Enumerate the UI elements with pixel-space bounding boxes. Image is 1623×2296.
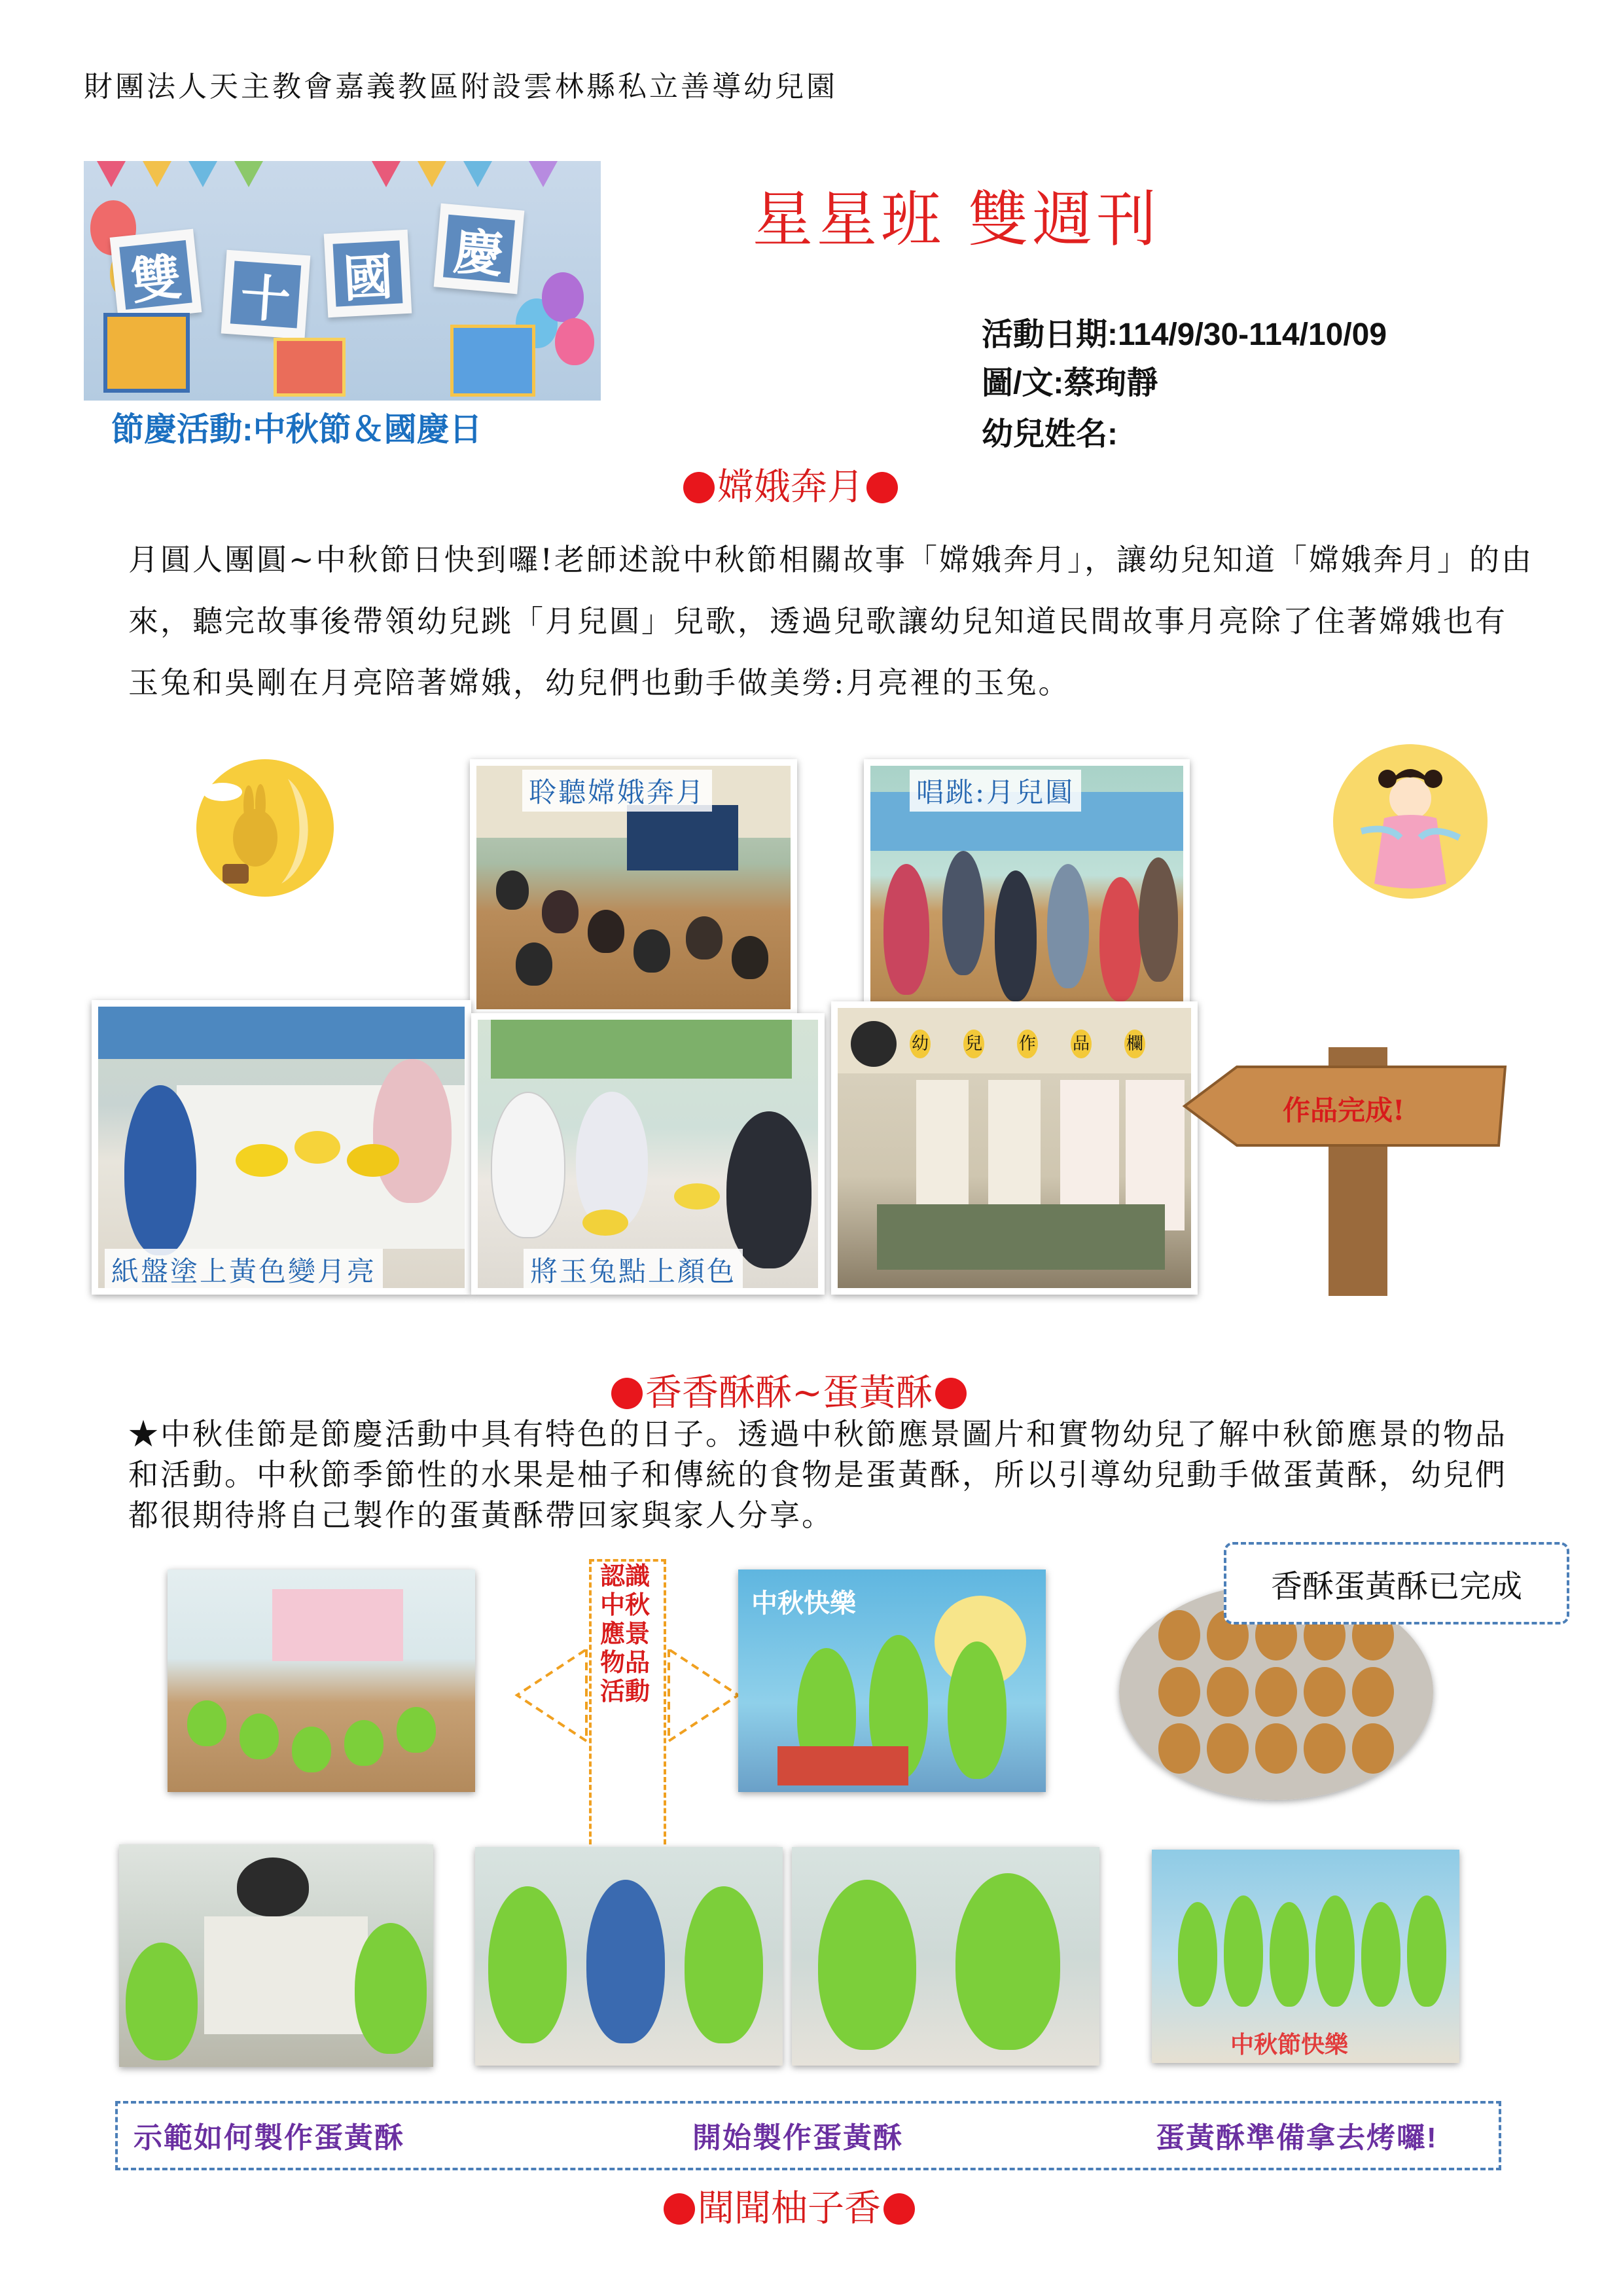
kindergarten-name: 財團法人天主教會嘉義教區附設雲林縣私立善導幼兒園	[84, 70, 838, 103]
board-title-char: 兒	[963, 1030, 984, 1058]
gift-box-icon	[103, 313, 190, 393]
gift-box-icon	[274, 338, 346, 397]
red-dot-icon	[664, 2193, 695, 2225]
photo-mid-autumn-poster	[738, 1570, 1046, 1792]
photo-artwork-board	[831, 1001, 1198, 1295]
artwork-complete-sign: 作品完成!	[1283, 1094, 1405, 1126]
photo-making-1	[475, 1847, 783, 2066]
activity-date: 活動日期:114/9/30-114/10/09	[982, 317, 1387, 352]
photo-class-group	[1152, 1850, 1459, 2063]
photo-caption: 紙盤塗上黃色變月亮	[105, 1249, 383, 1291]
signpost-icon	[1178, 1047, 1518, 1296]
vertical-label: 認識中秋應景物品活動	[599, 1561, 650, 1706]
caption-ready-bake: 蛋黃酥準備拿去烤囉!	[1156, 2122, 1438, 2154]
banner-caption: 節慶活動:中秋節＆國慶日	[111, 411, 482, 448]
child-name-label: 幼兒姓名:	[982, 417, 1118, 452]
photo-listening-story	[470, 759, 797, 1016]
banner-char-1: 雙	[119, 240, 192, 310]
photo-painting-plate	[92, 1000, 471, 1295]
author: 圖/文:蔡珣靜	[982, 366, 1158, 401]
national-day-banner	[84, 161, 601, 401]
board-title-char: 幼	[910, 1030, 931, 1058]
section-title-3: 聞聞柚子香	[661, 2179, 918, 2232]
photo-demonstration	[119, 1844, 433, 2067]
speech-bubble: 香酥蛋黃酥已完成	[1224, 1542, 1569, 1624]
red-dot-icon	[866, 472, 898, 503]
red-dot-icon	[611, 1378, 643, 1409]
banner-char-3: 國	[333, 240, 403, 306]
photo-caption: 將玉兔點上顏色	[524, 1249, 743, 1291]
red-dot-icon	[935, 1378, 967, 1409]
arrow-right-icon	[666, 1636, 745, 1754]
section-title-2: 香香酥酥~蛋黃酥	[609, 1364, 969, 1416]
photo-badge: 中秋節快樂	[1230, 2032, 1349, 2058]
photo-group-sitting	[168, 1570, 475, 1792]
board-title-char: 品	[1071, 1030, 1092, 1058]
board-title-char: 欄	[1124, 1030, 1145, 1058]
change-goddess-icon	[1322, 740, 1499, 903]
photo-caption: 聆聽嫦娥奔月	[522, 770, 712, 812]
photo-coloring-rabbit	[471, 1013, 825, 1295]
section-title-1: 嫦娥奔月	[681, 458, 901, 511]
gift-box-icon	[450, 325, 535, 397]
photo-caption: 唱跳:月兒圓	[910, 770, 1081, 812]
banner-char-4: 慶	[443, 215, 515, 283]
poster-text: 中秋快樂	[751, 1588, 856, 1619]
caption-start-making: 開始製作蛋黃酥	[692, 2122, 903, 2154]
red-dot-icon	[683, 472, 715, 503]
board-title-char: 作	[1017, 1030, 1038, 1058]
moon-rabbit-icon	[177, 753, 353, 903]
arrow-left-icon	[510, 1636, 589, 1754]
photo-singing-dancing	[864, 759, 1190, 1016]
section1-paragraph: 月圓人團圓~中秋節日快到囉!老師述說中秋節相關故事「嫦娥奔月」，讓幼兒知道「嫦娥奔月」的由來，聽完故事後帶領幼兒跳「月兒圓」兒歌，透過兒歌讓幼兒知道民間故事月亮除了住著嫦娥也有玉兔和吳剛在月亮陪著嫦娥，幼兒們也動手做美勞:月亮裡的玉兔。	[128, 542, 1534, 700]
page-title: 星星班 雙週刊	[753, 185, 1161, 255]
photo-making-2	[792, 1847, 1099, 2066]
banner-char-2: 十	[230, 261, 301, 329]
red-dot-icon	[883, 2193, 915, 2225]
section2-paragraph: ★中秋佳節是節慶活動中具有特色的日子。透過中秋節應景圖片和實物幼兒了解中秋節應景的物品和活動。中秋節季節性的水果是柚子和傳統的食物是蛋黃酥，所以引導幼兒動手做蛋黃酥，幼兒們都很期待將自己製作的蛋黃酥帶回家與家人分享。	[128, 1416, 1507, 1533]
caption-demonstration: 示範如何製作蛋黃酥	[134, 2122, 404, 2154]
